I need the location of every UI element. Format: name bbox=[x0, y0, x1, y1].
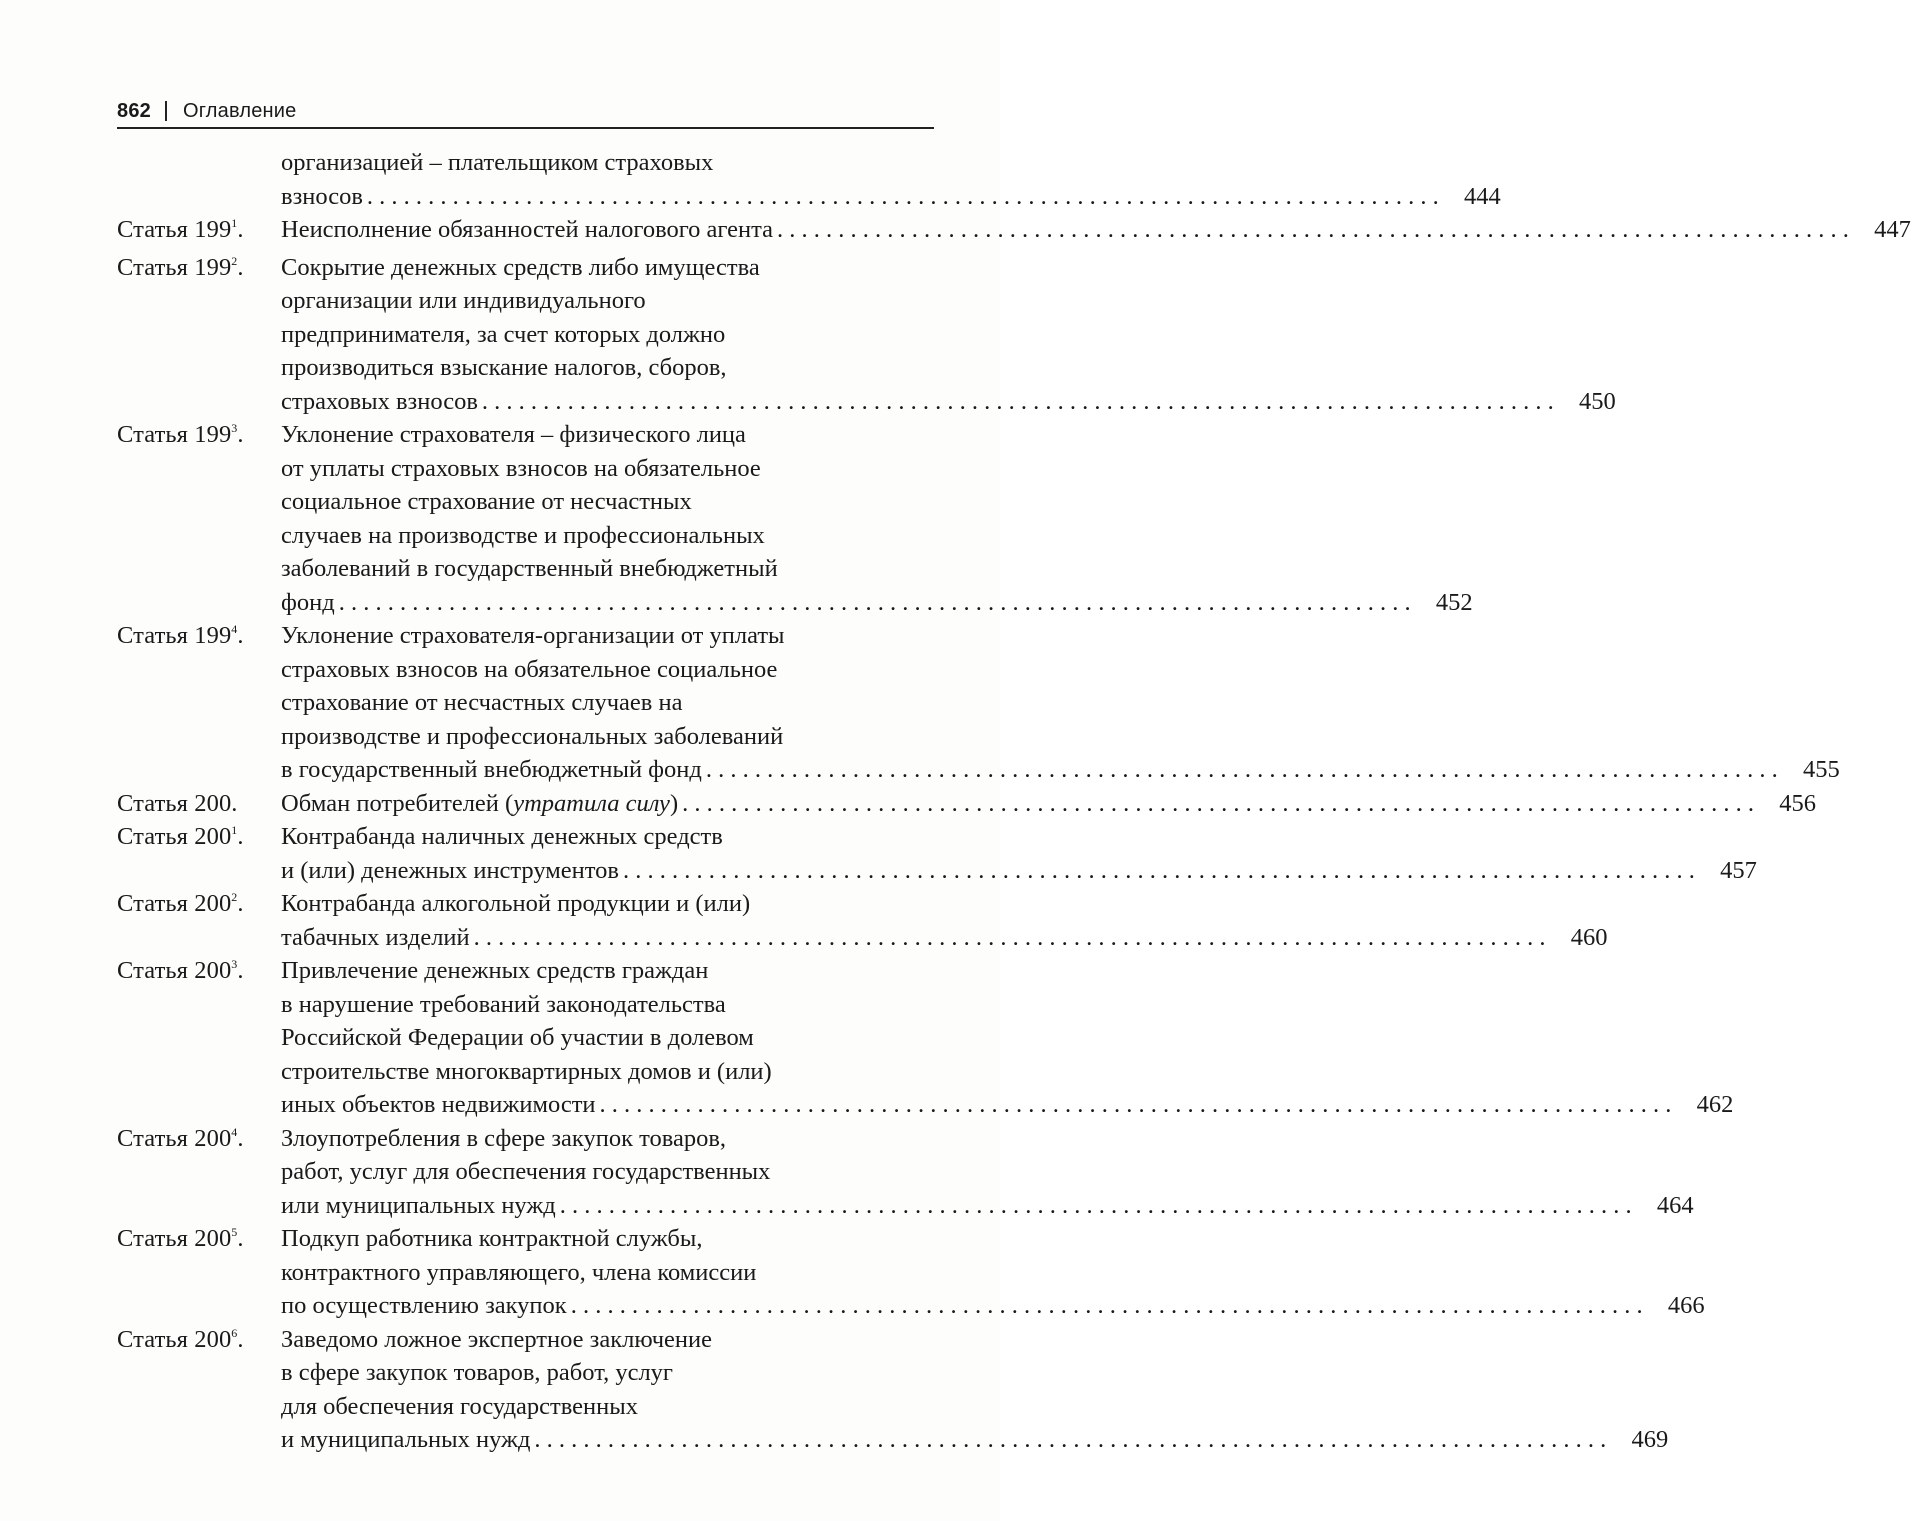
toc-entry bbox=[117, 787, 1816, 821]
title-line: Подкуп работника контрактной службы, bbox=[281, 1225, 703, 1252]
toc-entry bbox=[117, 820, 1757, 887]
article-label bbox=[117, 787, 281, 821]
title-line: социальное страхование от несчастных bbox=[281, 488, 692, 515]
page-number: 862 bbox=[117, 100, 151, 122]
title-last-line bbox=[281, 1289, 1705, 1323]
title-line bbox=[281, 1189, 556, 1223]
article-number: Статья 200 bbox=[117, 823, 232, 850]
title-line: Контрабанда наличных денежных средств bbox=[281, 823, 723, 850]
article-superscript: 5 bbox=[231, 1225, 238, 1239]
running-header bbox=[117, 95, 934, 129]
title-line: производстве и профессиональных заболеваний bbox=[281, 722, 784, 750]
title-last-line bbox=[281, 787, 1816, 821]
article-label bbox=[117, 1323, 281, 1361]
article-superscript: 3 bbox=[231, 957, 238, 971]
title-line bbox=[281, 213, 773, 247]
entry-title bbox=[281, 418, 1473, 619]
article-label bbox=[117, 619, 281, 657]
toc-entry bbox=[117, 954, 1734, 1122]
article-label bbox=[117, 418, 281, 456]
entry-title bbox=[281, 1323, 1668, 1457]
article-number: Статья 200 bbox=[117, 890, 232, 917]
title-line: строительстве многоквартирных домов и (или) bbox=[281, 1057, 772, 1085]
article-number: Статья 200 bbox=[117, 1225, 232, 1252]
title-line bbox=[281, 1289, 567, 1323]
title-line: организацией – плательщиком страховых bbox=[281, 149, 714, 176]
title-line bbox=[281, 586, 335, 620]
entry-title bbox=[281, 887, 1608, 954]
title-line bbox=[281, 385, 478, 419]
title-line: организации или индивидуального bbox=[281, 287, 646, 314]
page-ref: 456 bbox=[1779, 789, 1816, 817]
repealed-note: утратила силу bbox=[513, 789, 670, 817]
title-line bbox=[281, 854, 619, 888]
article-suffix: . bbox=[237, 253, 244, 281]
title-text: и (или) денежных инструментов bbox=[281, 856, 619, 884]
title-line: страховых взносов на обязательное социальное bbox=[281, 655, 778, 683]
article-number: Статья 200 bbox=[117, 1325, 232, 1353]
article-number: Статья 199 bbox=[117, 622, 232, 649]
dot-leader bbox=[571, 1289, 1643, 1323]
section-title: Оглавление bbox=[182, 100, 297, 122]
article-suffix: . bbox=[237, 957, 244, 984]
article-suffix: . bbox=[237, 890, 244, 917]
article-number: Статья 200. bbox=[117, 789, 238, 817]
title-line: производиться взыскание налогов, сборов, bbox=[281, 354, 727, 381]
title-line: Заведомо ложное экспертное заключение bbox=[281, 1325, 713, 1353]
title-text: и муниципальных нужд bbox=[281, 1426, 531, 1453]
title-text: фонд bbox=[281, 588, 335, 616]
title-text: взносов bbox=[281, 182, 363, 210]
entry-title bbox=[281, 1122, 1694, 1223]
article-suffix: . bbox=[237, 1325, 244, 1353]
page-ref: 450 bbox=[1579, 387, 1616, 415]
title-line: Сокрытие денежных средств либо имущества bbox=[281, 253, 760, 281]
page-ref: 466 bbox=[1667, 1292, 1705, 1319]
header-separator bbox=[165, 101, 167, 121]
title-last-line bbox=[281, 586, 1473, 620]
title-line bbox=[281, 921, 470, 955]
article-number: Статья 200 bbox=[117, 957, 232, 984]
title-line: Контрабанда алкогольной продукции и (или) bbox=[281, 890, 751, 917]
title-line: случаев на производстве и профессиональных bbox=[281, 521, 765, 549]
article-label bbox=[117, 1222, 281, 1260]
title-line: Уклонение страхователя – физического лица bbox=[281, 421, 746, 448]
toc-entry bbox=[117, 213, 1911, 251]
page-ref: 455 bbox=[1803, 756, 1840, 783]
title-line: Привлечение денежных средств граждан bbox=[281, 957, 709, 984]
article-suffix: . bbox=[237, 823, 244, 850]
article-label bbox=[117, 1122, 281, 1160]
title-text: Неисполнение обязанностей налогового агента bbox=[281, 216, 774, 243]
article-suffix: . bbox=[237, 1124, 244, 1152]
dot-leader bbox=[777, 213, 1849, 247]
page-ref: 469 bbox=[1631, 1426, 1669, 1453]
article-suffix: . bbox=[237, 216, 244, 243]
title-line: предпринимателя, за счет которых должно bbox=[281, 320, 726, 348]
dot-leader bbox=[339, 586, 1411, 620]
page-ref: 460 bbox=[1570, 923, 1608, 951]
title-line: в нарушение требований законодательства bbox=[281, 990, 726, 1018]
entry-title bbox=[281, 146, 1501, 213]
page-ref: 444 bbox=[1464, 182, 1501, 210]
article-number: Статья 199 bbox=[117, 216, 232, 243]
title-line bbox=[281, 1088, 596, 1122]
toc-entry bbox=[117, 1323, 1669, 1457]
page-ref: 447 bbox=[1874, 216, 1911, 243]
entry-title bbox=[281, 1222, 1705, 1323]
toc-entry bbox=[117, 619, 1840, 787]
toc-entry bbox=[117, 418, 1473, 619]
page-ref: 464 bbox=[1656, 1191, 1694, 1219]
title-line: в сфере закупок товаров, работ, услуг bbox=[281, 1359, 673, 1386]
entry-title bbox=[281, 619, 1840, 787]
title-line bbox=[281, 180, 363, 214]
title-line: страхование от несчастных случаев на bbox=[281, 689, 683, 716]
table-of-contents bbox=[117, 146, 1911, 1457]
title-line: от уплаты страховых взносов на обязательное bbox=[281, 454, 761, 482]
dot-leader bbox=[367, 180, 1439, 214]
article-label bbox=[117, 213, 281, 251]
title-text: страховых взносов bbox=[281, 387, 478, 415]
article-superscript: 2 bbox=[231, 890, 238, 904]
title-line bbox=[281, 1423, 530, 1457]
article-superscript: 3 bbox=[231, 421, 238, 435]
page-ref: 462 bbox=[1696, 1091, 1734, 1118]
entry-title bbox=[281, 213, 1911, 247]
title-last-line bbox=[281, 180, 1501, 214]
title-text: иных объектов недвижимости bbox=[281, 1091, 596, 1118]
title-text: или муниципальных нужд bbox=[281, 1191, 556, 1219]
title-last-line bbox=[281, 1189, 1694, 1223]
dot-leader bbox=[534, 1423, 1606, 1457]
article-number: Статья 199 bbox=[117, 253, 232, 281]
toc-entry bbox=[117, 146, 1501, 213]
dot-leader bbox=[560, 1189, 1632, 1223]
dot-leader bbox=[600, 1088, 1672, 1122]
title-line bbox=[281, 787, 678, 821]
entry-title bbox=[281, 954, 1733, 1122]
article-superscript: 1 bbox=[231, 216, 238, 230]
title-text: по осуществлению закупок bbox=[281, 1292, 567, 1319]
article-superscript: 2 bbox=[231, 253, 238, 268]
title-last-line bbox=[281, 1423, 1668, 1457]
title-last-line bbox=[281, 213, 1911, 247]
title-line: работ, услуг для обеспечения государственных bbox=[281, 1158, 771, 1185]
article-number: Статья 199 bbox=[117, 421, 232, 448]
article-suffix: . bbox=[237, 622, 244, 649]
article-suffix: . bbox=[237, 421, 244, 448]
article-label bbox=[117, 954, 281, 992]
dot-leader bbox=[474, 921, 1546, 955]
entry-title bbox=[281, 787, 1816, 821]
title-line: Злоупотребления в сфере закупок товаров, bbox=[281, 1124, 727, 1152]
article-label bbox=[117, 887, 281, 925]
title-last-line bbox=[281, 854, 1757, 888]
title-line: Российской Федерации об участии в долевом bbox=[281, 1024, 754, 1051]
title-line: Уклонение страхователя-организации от уплаты bbox=[281, 622, 785, 649]
title-line: заболеваний в государственный внебюджетный bbox=[281, 555, 778, 582]
title-last-line bbox=[281, 753, 1840, 787]
article-label bbox=[117, 820, 281, 858]
page-ref: 452 bbox=[1435, 588, 1473, 616]
page-ref: 457 bbox=[1720, 856, 1757, 884]
title-text: табачных изделий bbox=[281, 923, 470, 951]
article-number: Статья 200 bbox=[117, 1124, 232, 1152]
title-last-line bbox=[281, 1088, 1733, 1122]
dot-leader bbox=[682, 787, 1754, 821]
title-text: в государственный внебюджетный фонд bbox=[281, 756, 702, 783]
entry-title bbox=[281, 251, 1616, 419]
toc-entry bbox=[117, 251, 1616, 419]
entry-title bbox=[281, 820, 1757, 887]
toc-entry bbox=[117, 1122, 1694, 1223]
title-text: Обман потребителей ( bbox=[281, 789, 514, 817]
article-label bbox=[117, 251, 281, 289]
title-text: ) bbox=[669, 789, 679, 817]
dot-leader bbox=[482, 385, 1554, 419]
dot-leader bbox=[706, 753, 1778, 787]
title-last-line bbox=[281, 921, 1608, 955]
title-line bbox=[281, 753, 702, 787]
title-line: для обеспечения государственных bbox=[281, 1392, 638, 1420]
title-line: контрактного управляющего, члена комиссии bbox=[281, 1258, 757, 1286]
toc-entry bbox=[117, 1222, 1705, 1323]
article-suffix: . bbox=[237, 1225, 244, 1252]
toc-entry bbox=[117, 887, 1608, 954]
article-superscript: 1 bbox=[231, 823, 238, 837]
dot-leader bbox=[623, 854, 1695, 888]
article-superscript: 6 bbox=[231, 1325, 238, 1340]
title-last-line bbox=[281, 385, 1616, 419]
article-superscript: 4 bbox=[231, 622, 238, 636]
article-superscript: 4 bbox=[231, 1124, 238, 1139]
